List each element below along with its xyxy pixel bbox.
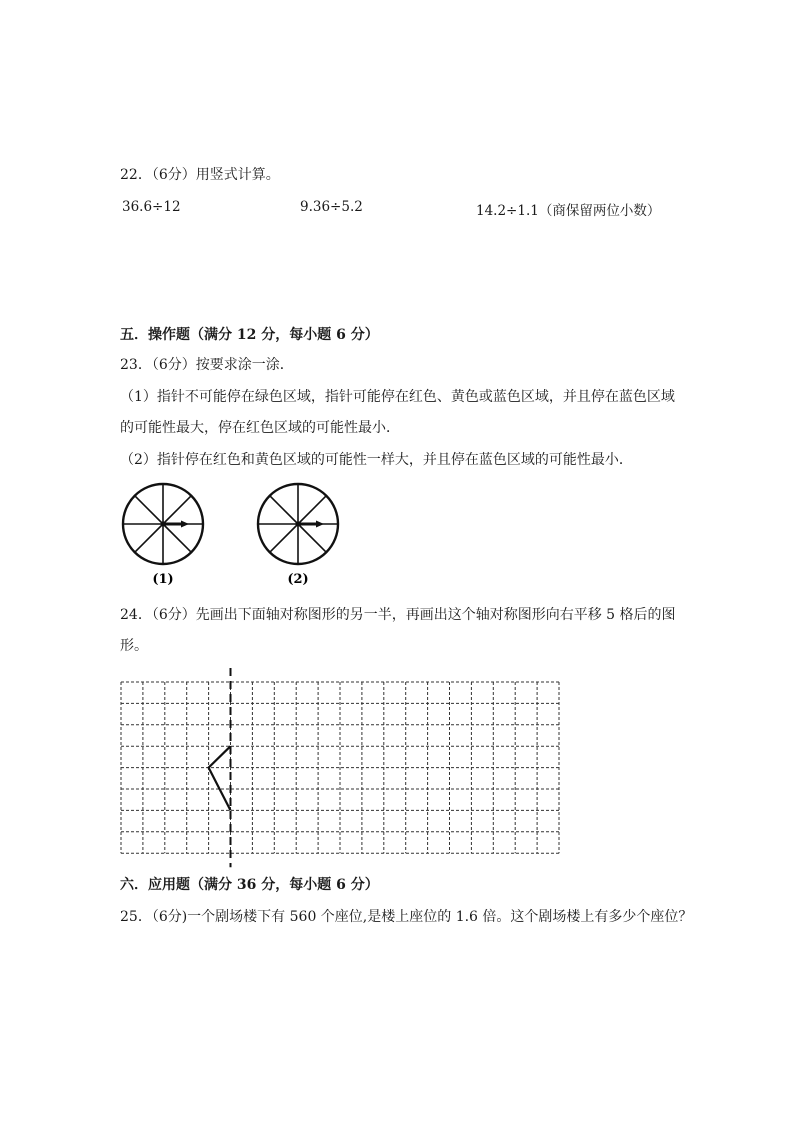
q22-expr-3: 14.2÷1.1（商保留两位小数）	[476, 203, 661, 219]
q22-expr-2: 9.36÷5.2	[300, 199, 363, 215]
q23-requirement-1-line-1: （1）指针不可能停在绿色区域，指针可能停在红色、黄色或蓝色区域，并且停在蓝色区域	[120, 389, 675, 405]
q24-title-line-2: 形。	[120, 638, 148, 654]
spinner-2-label: (2)	[287, 572, 309, 587]
q22-title: 22．（6分）用竖式计算。	[120, 167, 280, 183]
section-6-heading: 六．应用题（满分 36 分，每小题 6 分）	[120, 877, 379, 893]
q23-requirement-1-line-2: 的可能性最大，停在红色区域的可能性最小．	[120, 420, 400, 436]
spinner-1-label: (1)	[152, 572, 174, 587]
section-5-heading: 五．操作题（满分 12 分，每小题 6 分）	[120, 327, 379, 343]
q23-requirement-2: （2）指针停在红色和黄色区域的可能性一样大，并且停在蓝色区域的可能性最小．	[120, 452, 633, 468]
q22-expr-1: 36.6÷12	[122, 199, 181, 215]
q23-title: 23．（6分）按要求涂一涂．	[120, 357, 294, 373]
q25-text: 25．（6分)一个剧场楼下有 560 个座位,是楼上座位的 1.6 倍。这个剧场楼上有多少个座位？	[120, 909, 693, 925]
grid-lines	[121, 682, 559, 853]
q24-title-line-1: 24．（6分）先画出下面轴对称图形的另一半，再画出这个轴对称图形向右平移 5 格后的图	[120, 607, 676, 623]
half-shape	[209, 746, 231, 810]
